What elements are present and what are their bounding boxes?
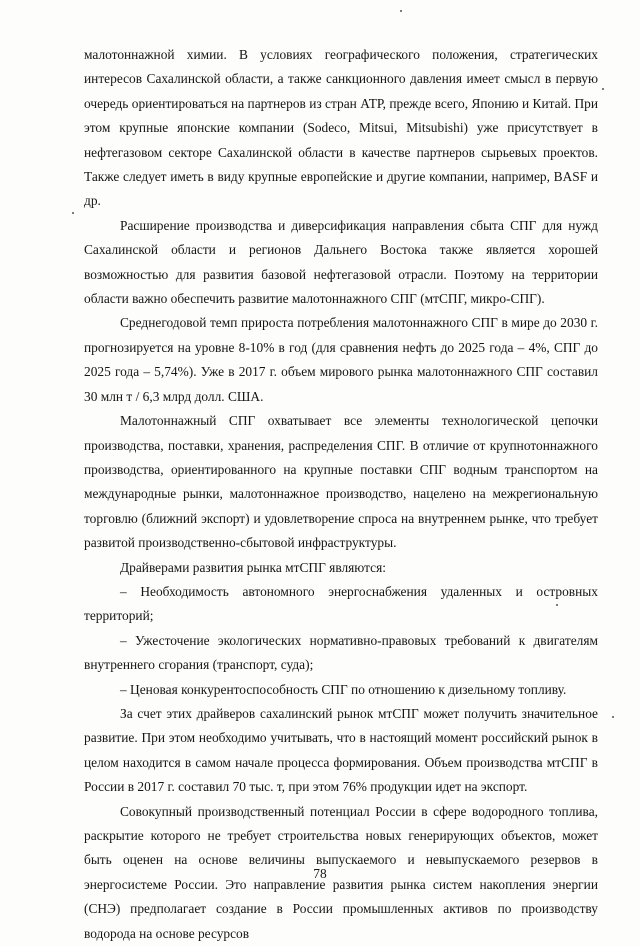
paragraph-4: Малотоннажный СПГ охватывает все элементы технологической цепочки производства, поставки, хранения, распределения СПГ. В отличие от крупнотоннажного производства, ориентированного на крупные поставки СПГ водным транспортом на международные рынки, малотоннажное производство, нацелено на межрегиональную торговлю (ближний экспорт) и удовлетворение спроса на внутреннем рынке, что требует развитой производственно-сбытовой инфраструктуры. — [84, 413, 598, 551]
page-number: 78 — [313, 866, 327, 881]
paragraph-1: малотоннажной химии. В условиях географического положения, стратегических интересов Сахалинской области, а также санкционного давления имеет смысл в первую очередь ориентироваться на партнеров из стран АТР, прежде всего, Японию и Китай. При этом крупные японские компании (Sodeco, Mitsui, Mitsubishi) уже присутствует в нефтегазовом секторе Сахалинской области в качестве партнеров сырьевых проектов. Также следует иметь в виду крупные европейские и другие компании, например, BASF и др. — [84, 47, 598, 209]
list-item-1: – Необходимость автономного энергоснабжения удаленных и островных территорий; — [84, 583, 598, 624]
scan-speck — [612, 716, 614, 718]
list-item-2: – Ужесточение экологических нормативно-правовых требований к двигателям внутреннего сгорания (транспорт, суда); — [84, 632, 598, 673]
paragraph-5: Драйверами развития рынка мтСПГ являются: — [120, 559, 386, 575]
scan-speck — [72, 212, 74, 214]
paragraph-6: За счет этих драйверов сахалинский рынок мтСПГ может получить значительное развитие. При этом необходимо учитывать, что в настоящий момент российский рынок в целом находится в самом начале процесса формирования. Объем производства мтСПГ в России в 2017 г. составил 70 тыс. т, при этом 76% продукции идет на экспорт. — [84, 705, 598, 795]
paragraph-2: Расширение производства и диверсификация направления сбыта СПГ для нужд Сахалинской области и регионов Дальнего Востока также является хорошей возможностью для развития базовой нефтегазовой отрасли. Поэтому на территории области важно обеспечить развитие малотоннажного СПГ (мтСПГ, микро-СПГ). — [84, 217, 598, 307]
paragraph-3: Среднегодовой темп прироста потребления малотоннажного СПГ в мире до 2030 г. прогнозируется на уровне 8-10% в год (для сравнения нефть до 2025 года – 4%, СПГ до 2025 года – 5,74%). Уже в 2017 г. объем мирового рынка малотоннажного СПГ составил 30 млн т / 6,3 млрд долл. США. — [84, 315, 598, 404]
paragraph-7: Совокупный производственный потенциал России в сфере водородного топлива, раскрытие которого не требует строительства новых генерирующих объектов, может быть оценен на основе величины выпускаемого и невыпускаемого резервов в энергосистеме России. Это направление развития рынка систем накопления энергии (СНЭ) предполагает создание в России промышленных активов по производству водорода на основе ресурсов — [84, 803, 598, 941]
scan-speck — [556, 604, 558, 606]
scan-speck — [602, 88, 604, 90]
body-text — [84, 43, 598, 946]
scan-speck — [400, 10, 402, 12]
list-item-3: – Ценовая конкурентоспособность СПГ по отношению к дизельному топливу. — [120, 681, 567, 697]
